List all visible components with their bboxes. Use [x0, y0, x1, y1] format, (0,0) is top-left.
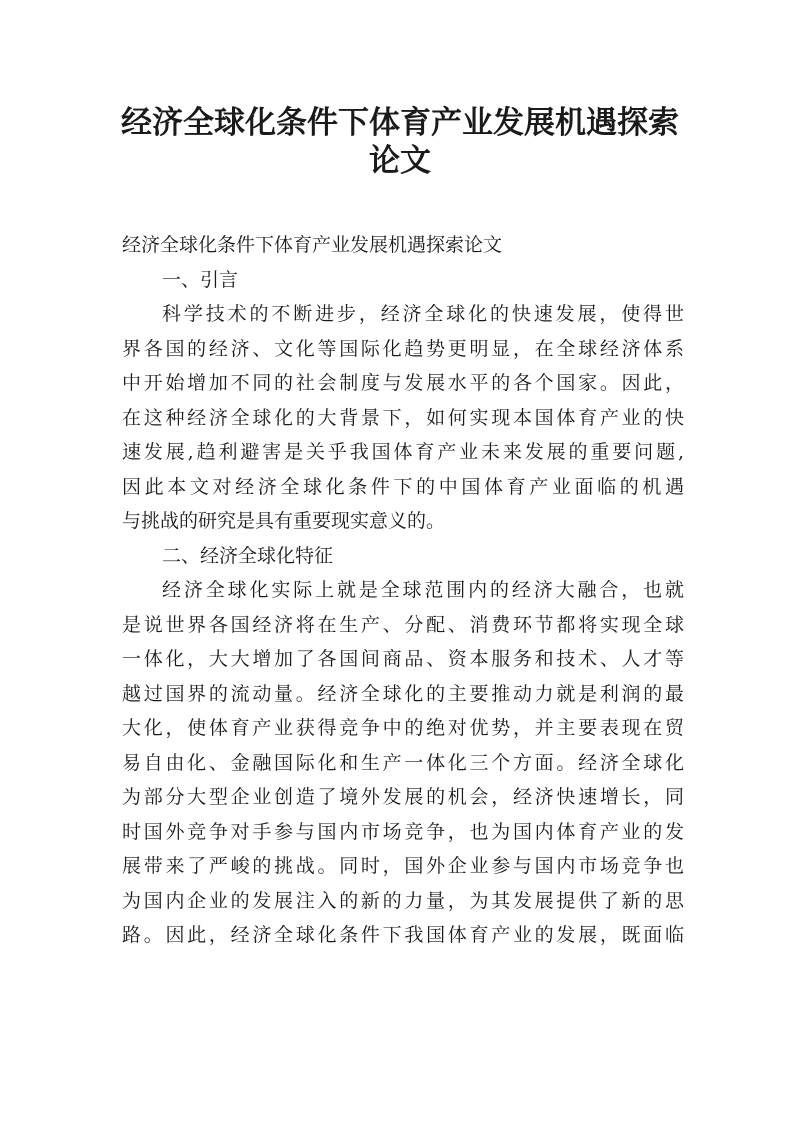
- document-title-line-2: 论文: [369, 143, 431, 179]
- section-heading-globalization-features: 二、经济全球化特征: [162, 544, 334, 567]
- paragraph-line: 科学技术的不断进步，经济全球化的快速发展，使得世: [162, 303, 684, 325]
- paragraph-line: 大化，使体育产业获得竞争中的绝对优势，并主要表现在贸: [122, 717, 684, 739]
- section-heading-introduction: 一、引言: [162, 268, 239, 291]
- paragraph-line: 越过国界的流动量。经济全球化的主要推动力就是利润的最: [122, 682, 684, 705]
- paragraph-line: 与挑战的研究是具有重要现实意义的。: [122, 510, 446, 532]
- paragraph-line: 中开始增加不同的社会制度与发展水平的各个国家。因此，: [122, 372, 684, 394]
- paragraph-line: 在这种经济全球化的大背景下，如何实现本国体育产业的快: [122, 406, 684, 429]
- paragraph-line: 因此本文对经济全球化条件下的中国体育产业面临的机遇: [122, 475, 684, 498]
- paragraph-line: 是说世界各国经济将在生产、分配、消费环节都将实现全球: [122, 613, 684, 636]
- paragraph-line: 时国外竞争对手参与国内市场竞争，也为国内体育产业的发: [122, 820, 684, 843]
- paragraph-line: 易自由化、金融国际化和生产一体化三个方面。经济全球化: [122, 751, 684, 774]
- paragraph-line: 为国内企业的发展注入的新的力量，为其发展提供了新的思: [122, 889, 684, 912]
- paragraph-line: 展带来了严峻的挑战。同时，国外企业参与国内市场竞争也: [122, 855, 684, 877]
- document-subtitle: 经济全球化条件下体育产业发展机遇探索论文: [122, 234, 503, 256]
- paragraph-line: 路。因此，经济全球化条件下我国体育产业的发展，既面临: [122, 924, 684, 946]
- document-title-line-1: 经济全球化条件下体育产业发展机遇探索: [121, 105, 679, 141]
- paragraph-line: 速发展,趋利避害是关乎我国体育产业未来发展的重要问题,: [122, 441, 684, 463]
- document-body: [122, 228, 684, 953]
- paragraph-line: 界各国的经济、文化等国际化趋势更明显，在全球经济体系: [122, 337, 684, 360]
- paragraph-line: 为部分大型企业创造了境外发展的机会，经济快速增长，同: [122, 786, 684, 808]
- paragraph-line: 一体化，大大增加了各国间商品、资本服务和技术、人才等: [122, 648, 684, 670]
- paragraph-line: 经济全球化实际上就是全球范围内的经济大融合，也就: [162, 579, 684, 601]
